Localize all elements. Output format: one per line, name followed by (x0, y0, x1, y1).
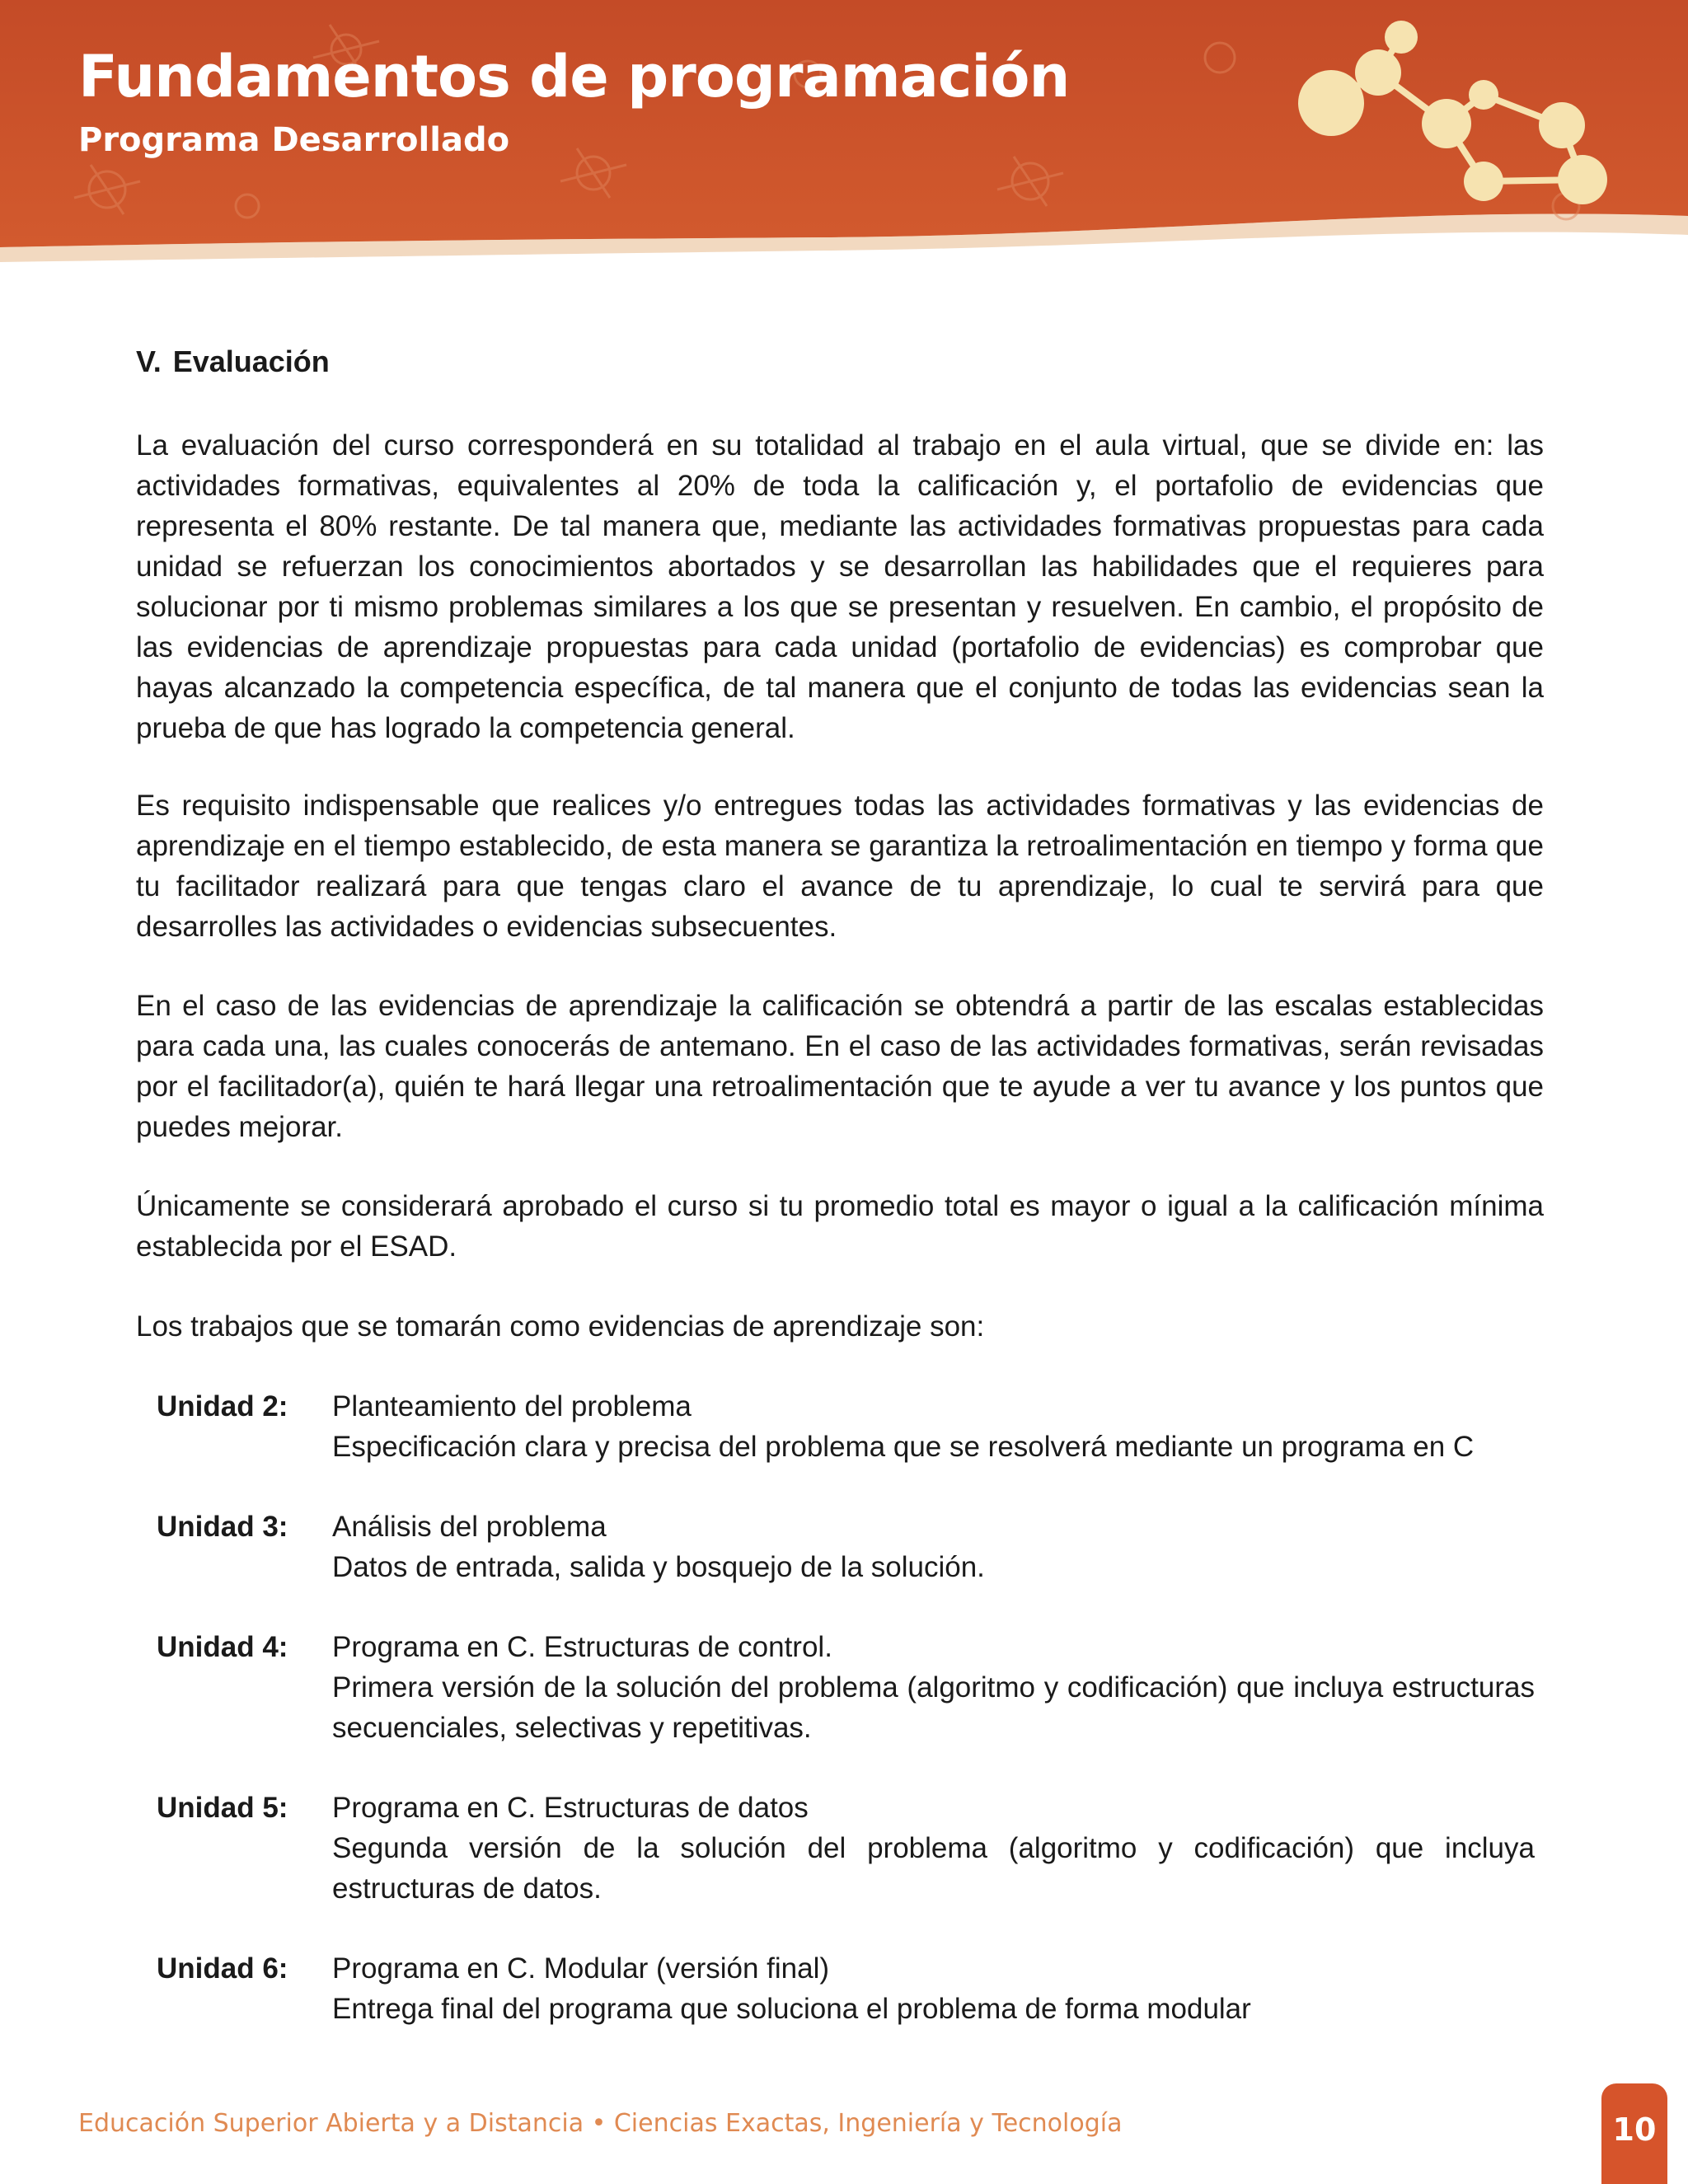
unit-title: Programa en C. Estructuras de control. (332, 1631, 832, 1663)
unit-content (332, 1627, 1535, 1748)
paragraph: Únicamente se considerará aprobado el curso si tu promedio total es mayor o igual a la calificación mínima establecida por el ESAD. (136, 1190, 1544, 1263)
page-number: 10 (1612, 2111, 1657, 2148)
unit-content (332, 1948, 1535, 2029)
section-title: Evaluación (172, 344, 330, 378)
list-item (157, 1507, 1535, 1587)
unit-label: Unidad 6: (157, 1952, 288, 1985)
list-item (157, 1788, 1535, 1909)
unit-content (332, 1386, 1535, 1467)
unit-label: Unidad 5: (157, 1792, 288, 1824)
unit-label: Unidad 4: (157, 1631, 288, 1663)
footer-text: Educación Superior Abierta y a Distancia • Ciencias Exactas, Ingeniería y Tecnología (78, 2109, 1123, 2138)
unit-title: Planteamiento del problema (332, 1390, 692, 1422)
unit-content (332, 1507, 1535, 1587)
unit-description: Entrega final del programa que soluciona el problema de forma modular (332, 1993, 1251, 2025)
section-heading (136, 344, 330, 379)
list-item (157, 1627, 1535, 1748)
unit-content (332, 1788, 1535, 1909)
page-subtitle: Programa Desarrollado (78, 121, 510, 159)
list-item (157, 1386, 1535, 1467)
evidence-list (157, 1386, 1535, 2069)
paragraph: La evaluación del curso corresponderá en su totalidad al trabajo en el aula virtual, que se divide en: las actividades formativas, equivalentes al 20% de toda la calificación y, el portafolio de evidencias que representa el 80% restante. De tal manera que, mediante las actividades formativas propuestas para cada unidad se refuerzan los conocimientos abortados y se desarrollan las habilidades que el requieres para solucionar por ti mismo problemas similares a los que se presentan y resuelven. En cambio, el propósito de las evidencias de aprendizaje propuestas para cada unidad (portafolio de evidencias) es comprobar que hayas alcanzado la competencia específica, de tal manera que el conjunto de todas las evidencias sean la prueba de que has logrado la competencia general. (136, 429, 1544, 744)
section-number: V. (136, 344, 162, 378)
unit-description: Primera versión de la solución del problema (algoritmo y codificación) que incluya estructuras secuenciales, selectivas y repetitivas. (332, 1671, 1535, 1744)
paragraph: Es requisito indispensable que realices y/o entregues todas las actividades formativas y las evidencias de aprendizaje en el tiempo establecido, de esta manera se garantiza la retroalimentación en tiempo y forma que tu facilitador realizará para que tengas claro el avance de tu aprendizaje, lo cual te servirá para que desarrolles las actividades o evidencias subsecuentes. (136, 790, 1544, 943)
unit-label: Unidad 3: (157, 1511, 288, 1543)
unit-label: Unidad 2: (157, 1390, 288, 1422)
page-number-tab (1601, 2083, 1667, 2184)
paragraph: En el caso de las evidencias de aprendizaje la calificación se obtendrá a partir de las escalas establecidas para cada una, las cuales conocerás de antemano. En el caso de las actividades formativas, serán revisadas por el facilitador(a), quién te hará llegar una retroalimentación que te ayude a ver tu avance y los puntos que puedes mejorar. (136, 990, 1544, 1143)
page-title: Fundamentos de programación (78, 43, 1070, 110)
unit-title: Programa en C. Modular (versión final) (332, 1952, 830, 1985)
paragraph: Los trabajos que se tomarán como evidencias de aprendizaje son: (136, 1310, 985, 1343)
unit-title: Análisis del problema (332, 1511, 607, 1543)
unit-title: Programa en C. Estructuras de datos (332, 1792, 809, 1824)
unit-description: Segunda versión de la solución del problema (algoritmo y codificación) que incluya estructuras de datos. (332, 1832, 1535, 1905)
list-item (157, 1948, 1535, 2029)
header-banner (0, 0, 1688, 280)
unit-description: Datos de entrada, salida y bosquejo de la solución. (332, 1551, 985, 1583)
unit-description: Especificación clara y precisa del problema que se resolverá mediante un programa en C (332, 1431, 1475, 1463)
